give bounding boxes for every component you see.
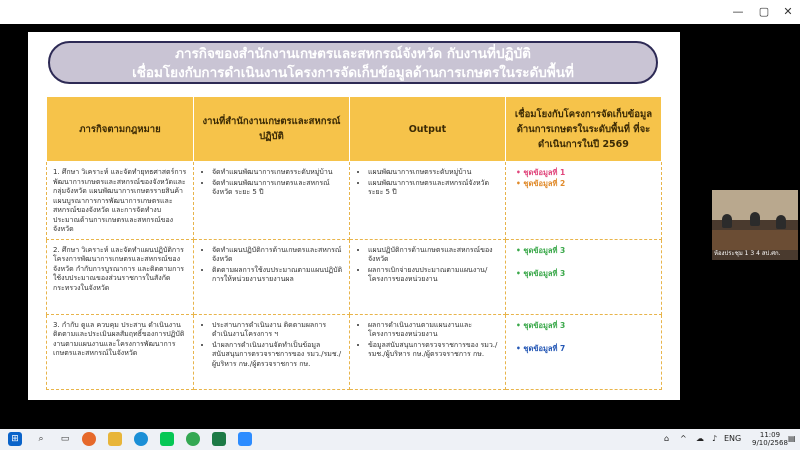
work-cell — [193, 239, 349, 314]
volume-icon[interactable]: ♪ — [712, 434, 718, 443]
output-item: • แผนพัฒนาการเกษตรและสหกรณ์จังหวัด ระยะ 5 ปี — [368, 179, 499, 198]
taskbar — [0, 429, 800, 450]
language-indicator[interactable]: ENG — [724, 434, 742, 443]
header-mission: ภารกิจตามกฎหมาย — [47, 97, 194, 162]
file-explorer-icon[interactable] — [108, 432, 122, 446]
work-cell — [193, 162, 349, 240]
output-cell — [349, 239, 505, 314]
excel-icon[interactable] — [212, 432, 226, 446]
work-item: • ประสานการดำเนินงาน ติดตามผลการดำเนินงานโครงการ ฯ — [212, 321, 343, 340]
tray-chevron-icon[interactable]: ^ — [680, 434, 687, 443]
work-cell — [193, 314, 349, 389]
table-row — [47, 162, 662, 240]
task-view-icon[interactable]: ▭ — [60, 434, 70, 444]
work-item: • จัดทำแผนปฏิบัติการด้านเกษตรและสหกรณ์จังหวัด — [212, 246, 343, 265]
header-work: งานที่สำนักงานเกษตรและสหกรณ์ ปฏิบัติ — [193, 97, 349, 162]
mission-table — [46, 96, 662, 390]
slide-title-banner — [48, 41, 658, 84]
close-button[interactable]: ✕ — [783, 5, 793, 18]
window-titlebar — [0, 0, 800, 24]
video-desk — [712, 230, 798, 250]
slide-title-line-2: เชื่อมโยงกับการดำเนินงานโครงการจัดเก็บข้อมูลด้านการเกษตรในระดับพื้นที่ — [132, 65, 574, 81]
dataset-item: • ชุดข้อมูลที่ 3 — [516, 269, 655, 279]
zoom-icon[interactable] — [238, 432, 252, 446]
video-caption: ห้องประชุม 1 3 4 สป.ศก. — [714, 250, 781, 257]
slide-title-line-1: ภารกิจของสำนักงานเกษตรและสหกรณ์จังหวัด กับงานที่ปฏิบัติ — [175, 46, 531, 62]
dataset-item: • ชุดข้อมูลที่ 3 — [516, 246, 655, 256]
mission-cell: 1. ศึกษา วิเคราะห์ และจัดทำยุทธศาสตร์การพัฒนาการเกษตรและสหกรณ์ของจังหวัดและกลุ่มจังหวัด แผนพัฒนาการเกษตรรายสินค้า แผนบูรณาการการพัฒนาการเกษตรและสหกรณ์ของจังหวัด และการจัดทำงบประมาณด้านการเกษตรและสหกรณ์ของจังหวัด — [47, 162, 194, 240]
output-item: • ผลการดำเนินงานตามแผนงานและโครงการของหน่วยงาน — [368, 321, 499, 340]
windows-start-icon[interactable]: ⊞ — [8, 432, 22, 446]
maximize-button[interactable]: ▢ — [758, 5, 770, 18]
output-item: • ข้อมูลสนับสนุนการตรวจราชการของ รมว./รมช./ผู้บริหาร กษ./ผู้ตรวจราชการ กษ. — [368, 341, 499, 360]
dataset-cell — [505, 162, 661, 240]
work-item: • จัดทำแผนพัฒนาการเกษตรระดับหมู่บ้าน — [212, 168, 343, 178]
table-header-row — [47, 97, 662, 162]
work-item: • จัดทำแผนพัฒนาการเกษตรและสหกรณ์จังหวัด ระยะ 5 ปี — [212, 179, 343, 198]
system-clock[interactable] — [752, 431, 788, 447]
dataset-item: • ชุดข้อมูลที่ 2 — [516, 179, 655, 189]
mission-cell: 2. ศึกษา วิเคราะห์ และจัดทำแผนปฏิบัติการโครงการพัฒนาการเกษตรและสหกรณ์ของจังหวัด กำกับการบูรณาการ และติดตามการใช้งบประมาณของส่วนราชการในสังกัดกระทรวงในจังหวัด — [47, 239, 194, 314]
firefox-icon[interactable] — [82, 432, 96, 446]
dataset-cell — [505, 314, 661, 389]
cloud-icon[interactable]: ☁ — [696, 434, 704, 443]
work-item: • ติดตามผลการใช้งบประมาณตามแผนปฏิบัติการให้หน่วยงานรายงานผล — [212, 266, 343, 285]
participant-video-tile[interactable] — [712, 190, 798, 260]
line-app-icon[interactable] — [160, 432, 174, 446]
participant-figure — [722, 214, 732, 228]
work-item: • นำผลการดำเนินงานจัดทำเป็นข้อมูลสนับสนุนการตรวจราชการของ รมว./รมช./ผู้บริหาร กษ./ผู้ตรวจราชการ กษ. — [212, 341, 343, 370]
dataset-cell — [505, 239, 661, 314]
dataset-item: • ชุดข้อมูลที่ 3 — [516, 321, 655, 331]
meeting-stage — [0, 24, 800, 429]
table-row — [47, 239, 662, 314]
clock-time: 11:09 — [759, 431, 781, 439]
table-row — [47, 314, 662, 389]
output-item: • แผนพัฒนาการเกษตรระดับหมู่บ้าน — [368, 168, 499, 178]
clock-date: 9/10/2568 — [752, 439, 788, 447]
output-cell — [349, 314, 505, 389]
header-dataset-link: เชื่อมโยงกับโครงการจัดเก็บข้อมูล ด้านการเกษตรในระดับพื้นที่ ที่จะดำเนินการในปี 2569 — [505, 97, 661, 162]
edge-icon[interactable] — [134, 432, 148, 446]
shared-slide — [28, 32, 680, 400]
participant-figure — [776, 215, 786, 229]
participant-figure — [750, 212, 760, 226]
notification-icon[interactable]: ▤ — [788, 434, 796, 443]
minimize-button[interactable]: — — [732, 5, 744, 18]
output-cell — [349, 162, 505, 240]
header-output: Output — [349, 97, 505, 162]
network-icon[interactable]: ⌂ — [664, 434, 670, 443]
chrome-icon[interactable] — [186, 432, 200, 446]
dataset-item: • ชุดข้อมูลที่ 7 — [516, 344, 655, 354]
output-item: • แผนปฏิบัติการด้านเกษตรและสหกรณ์ของจังหวัด — [368, 246, 499, 265]
dataset-item: • ชุดข้อมูลที่ 1 — [516, 168, 655, 178]
search-icon[interactable]: ⌕ — [38, 434, 44, 444]
output-item: • ผลการเบิกจ่ายงบประมาณตามแผนงาน/โครงการของหน่วยงาน — [368, 266, 499, 285]
mission-cell: 3. กำกับ ดูแล ควบคุม ประสาน ดำเนินงาน ติดตามและประเมินผลสัมฤทธิ์ของการปฏิบัติงานตามแผนงานและโครงการพัฒนาการเกษตรและสหกรณ์ในจังหวัด — [47, 314, 194, 389]
